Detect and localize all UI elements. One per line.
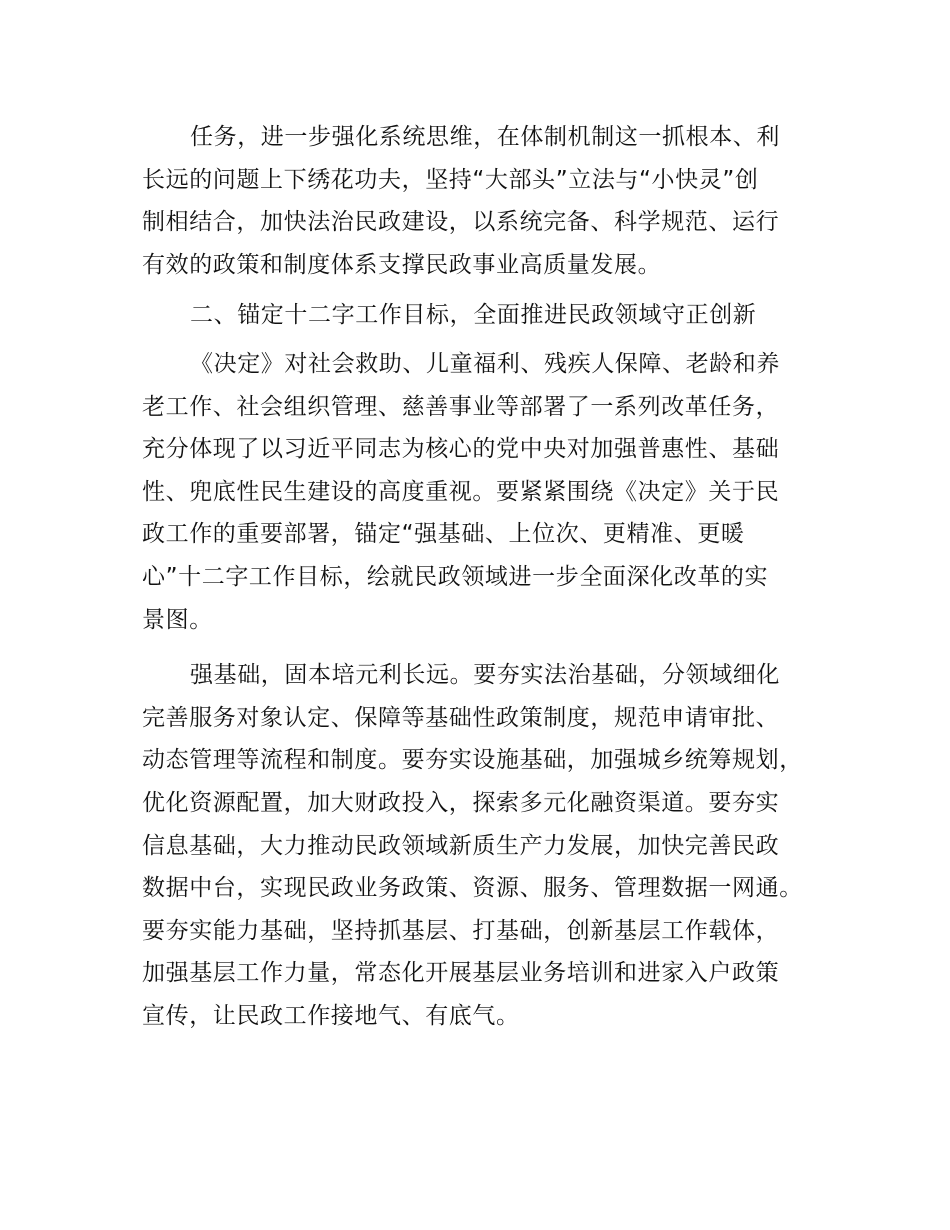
text-line: 景图。 <box>142 606 213 633</box>
text-line: 优化资源配置，加大财政投入，探索多元化融资渠道。要夯实 <box>142 789 780 816</box>
text-line: 强基础，固本培元利长远。要夯实法治基础，分领域细化 <box>190 662 780 689</box>
text-line: 政工作的重要部署，锚定“强基础、上位次、更精准、更暖 <box>142 521 745 548</box>
text-line: 加强基层工作力量，常态化开展基层业务培训和进家入户政策 <box>142 960 780 987</box>
text-line: 心”十二字工作目标，绘就民政领域进一步全面深化改革的实 <box>142 563 769 590</box>
paragraph-continuation <box>142 116 814 286</box>
text-line: 老工作、社会组织管理、慈善事业等部署了一系列改革任务， <box>142 393 780 420</box>
text-line: 数据中台，实现民政业务政策、资源、服务、管理数据一网通。 <box>142 875 803 902</box>
text-line: 有效的政策和制度体系支撑民政事业高质量发展。 <box>142 251 662 278</box>
paragraph-strengthen-foundation <box>142 654 814 1037</box>
text-line: 要夯实能力基础，坚持抓基层、打基础，创新基层工作载体， <box>142 917 780 944</box>
text-line: 动态管理等流程和制度。要夯实设施基础，加强城乡统筹规划， <box>142 747 803 774</box>
text-line: 长远的问题上下绣花功夫，坚持“大部头”立法与“小快灵”创 <box>142 166 759 193</box>
document-body <box>142 116 814 1037</box>
text-line: 宣传，让民政工作接地气、有底气。 <box>142 1002 520 1029</box>
section-heading <box>142 294 814 337</box>
heading-text: 二、锚定十二字工作目标，全面推进民政领域守正创新 <box>190 302 757 329</box>
text-line: 制相结合，加快法治民政建设，以系统完备、科学规范、运行 <box>142 209 780 236</box>
text-line: 性、兜底性民生建设的高度重视。要紧紧围绕《决定》关于民 <box>142 478 780 505</box>
text-line: 充分体现了以习近平同志为核心的党中央对加强普惠性、基础 <box>142 436 780 463</box>
text-line: 完善服务对象认定、保障等基础性政策制度，规范申请审批、 <box>142 704 780 731</box>
paragraph-decision <box>142 343 814 641</box>
text-line: 信息基础，大力推动民政领域新质生产力发展，加快完善民政 <box>142 832 780 859</box>
text-line: 任务，进一步强化系统思维，在体制机制这一抓根本、利 <box>190 124 780 150</box>
text-line: 《决定》对社会救助、儿童福利、残疾人保障、老龄和养 <box>190 350 780 377</box>
